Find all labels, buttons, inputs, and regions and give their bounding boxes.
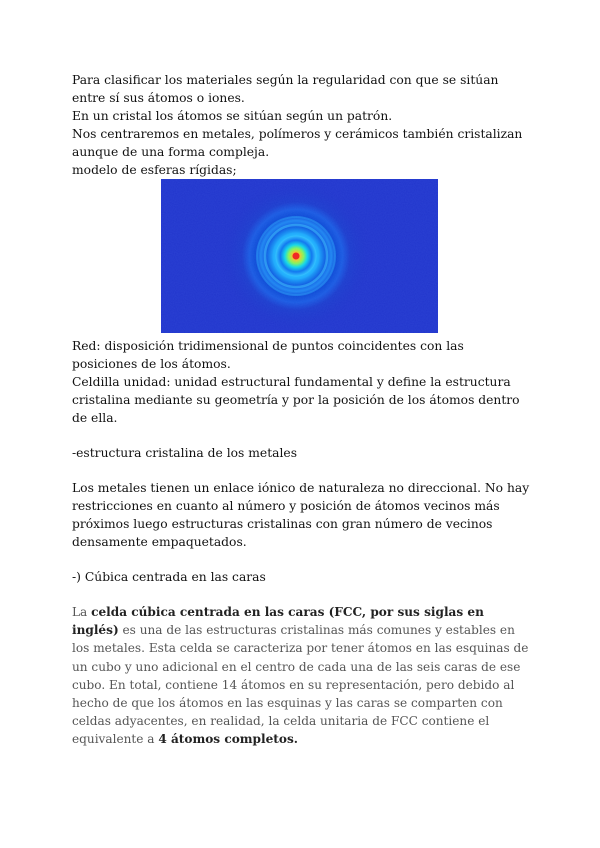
fcc-body-text: es una de las estructuras cristalinas más comunes y estables en los metales. Esta celda se caracteriza por tener átomos en las esquinas de un cubo y uno adicional en el centro de cada una de las seis caras de ese cubo. En total, contiene 14 átomos en su representación, pero debido al hecho de que los átomos en las esquinas y las caras se comparten con celdas adyacentes, en realidad, la celda unitaria de FCC contiene el equivalente a: [72, 623, 529, 747]
paragraph-fcc: [72, 603, 532, 749]
figure-wrapper: [72, 179, 532, 337]
paragraph-model: modelo de esferas rígidas;: [72, 163, 237, 177]
heading-fcc: -) Cúbica centrada en las caras: [72, 570, 266, 584]
heading-metal-structure: -estructura cristalina de los metales: [72, 446, 298, 460]
fcc-bold-term: celda cúbica centrada en las caras (FCC, por sus siglas en inglés): [72, 605, 484, 638]
paragraph-unit-cell: Celdilla unidad: unidad estructural fundamental y define la estructura cristalina mediante su geometría y por la posición de los átomos dentro de ella.: [72, 375, 520, 425]
fcc-bold-conclusion: 4 átomos completos.: [158, 732, 298, 747]
paragraph-focus: Nos centraremos en metales, polímeros y cerámicos también cristalizan aunque de una forma compleja.: [72, 127, 523, 159]
diffraction-figure: [161, 179, 438, 333]
fcc-intro-text: La: [72, 605, 92, 619]
paragraph-crystal: En un cristal los átomos se sitúan según un patrón.: [72, 109, 393, 123]
paragraph-lattice: Red: disposición tridimensional de puntos coincidentes con las posiciones de los átomos.: [72, 339, 464, 371]
paragraph-metals: Los metales tienen un enlace iónico de naturaleza no direccional. No hay restricciones en cuanto al número y posición de átomos vecinos más próximos luego estructuras cristalinas con gran número de vecinos densamente empaquetados.: [72, 481, 530, 549]
paragraph-classification: Para clasificar los materiales según la regularidad con que se sitúan entre sí sus átomos o iones.: [72, 73, 499, 105]
document-page: [72, 71, 532, 749]
